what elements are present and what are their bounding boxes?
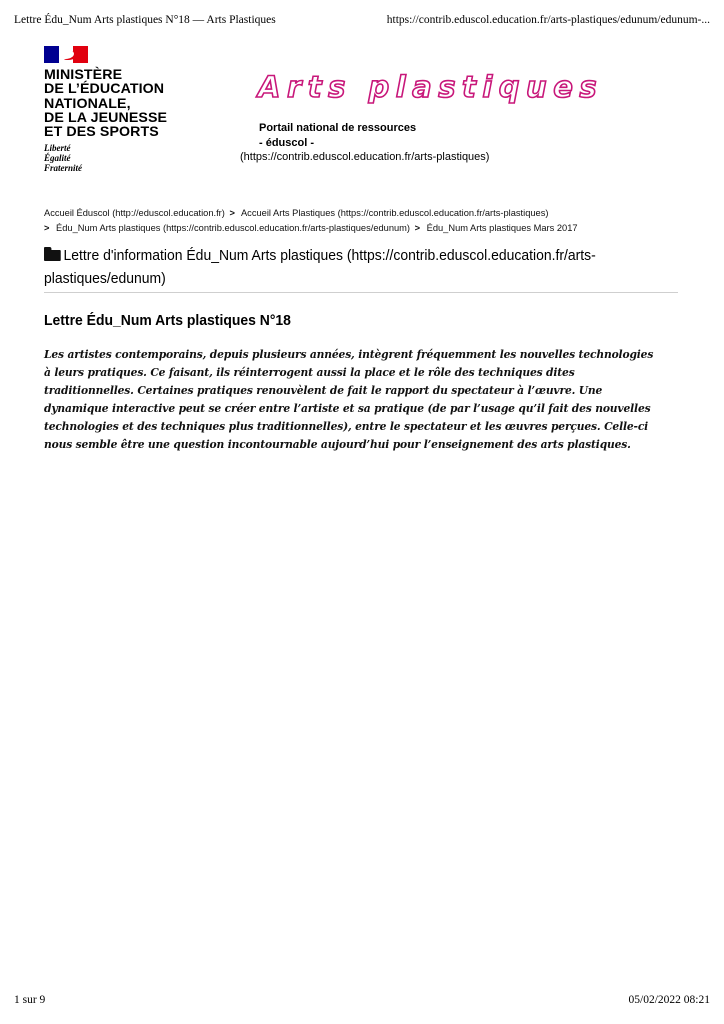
print-header	[14, 14, 710, 30]
motto-line: Fraternité	[44, 163, 83, 174]
category-label-line1: Lettre d'information Édu_Num Arts plastiques (https://contrib.eduscol.education.fr/arts-	[63, 247, 596, 264]
breadcrumb	[44, 206, 684, 235]
republic-motto	[44, 143, 204, 173]
article-lead	[44, 346, 674, 453]
print-page-title: Lettre Édu_Num Arts plastiques N°18 — Arts Plastiques	[14, 14, 276, 26]
ministry-name-line: DE L’ÉDUCATION	[44, 81, 165, 98]
portal-eduscol: - éduscol -	[259, 136, 315, 149]
folder-icon	[44, 247, 61, 261]
portal-url: (https://contrib.eduscol.education.fr/arts-plastiques)	[240, 151, 490, 163]
ministry-name	[44, 68, 204, 139]
lead-line: dynamique interactive peut se créer entre l’artiste et sa pratique (de par l’usage qu’il fait des nouvelles	[44, 401, 651, 415]
motto-line: Liberté	[44, 143, 71, 154]
breadcrumb-item-current: Édu_Num Arts plastiques Mars 2017	[426, 222, 578, 233]
portal-link[interactable]	[200, 121, 542, 165]
category-link[interactable]	[44, 244, 630, 290]
ministry-name-line: ET DES SPORTS	[44, 124, 159, 141]
lead-line: à leurs pratiques. Ce faisant, ils réinterrogent aussi la place et le rôle des techniques dites	[44, 365, 575, 379]
divider	[44, 292, 678, 293]
breadcrumb-item-home-arts[interactable]: Accueil Arts Plastiques (https://contrib.eduscol.education.fr/arts-plastiques)	[240, 208, 549, 218]
lead-line: traditionnelles. Certaines pratiques renouvèlent de fait le rapport du spectateur à l’œuvre. Une	[44, 383, 603, 397]
lead-line: Les artistes contemporains, depuis plusieurs années, intègrent fréquemment les nouvelles technologies	[44, 348, 654, 361]
portal-label: Portail national de ressources	[259, 122, 417, 134]
print-datetime: 05/02/2022 08:21	[628, 994, 710, 1006]
breadcrumb-item-edunum[interactable]: Édu_Num Arts plastiques (https://contrib.eduscol.education.fr/arts-plastiques/edunum)	[56, 222, 411, 233]
article-title: Lettre Édu_Num Arts plastiques N°18	[44, 312, 291, 329]
breadcrumb-item-home-eduscol[interactable]: Accueil Éduscol (http://eduscol.education.fr)	[44, 208, 225, 218]
ministry-name-line: MINISTÈRE	[44, 67, 123, 83]
breadcrumb-separator: >	[414, 222, 421, 233]
print-url: https://contrib.eduscol.education.fr/arts-plastiques/edunum/edunum-...	[386, 14, 710, 26]
ministry-name-line: NATIONALE,	[44, 95, 131, 112]
page-count: 1 sur 9	[14, 994, 46, 1006]
marianne-flag-icon	[44, 46, 88, 63]
print-footer	[14, 994, 710, 1010]
site-title[interactable]: Arts plastiques	[258, 70, 604, 104]
ministry-name-line: DE LA JEUNESSE	[44, 109, 168, 126]
lead-line: technologies et des techniques plus traditionnelles), entre le spectateur et les œuvres perçues. Celle-ci	[44, 419, 649, 433]
ministry-logo[interactable]	[44, 46, 204, 173]
breadcrumb-separator: >	[44, 222, 50, 233]
lead-line: nous semble être une question incontournable aujourd’hui pour l’enseignement des arts plastiques.	[44, 437, 631, 451]
motto-line: Égalité	[44, 153, 71, 164]
breadcrumb-separator: >	[229, 208, 235, 218]
category-label-line2: plastiques/edunum)	[44, 270, 166, 287]
